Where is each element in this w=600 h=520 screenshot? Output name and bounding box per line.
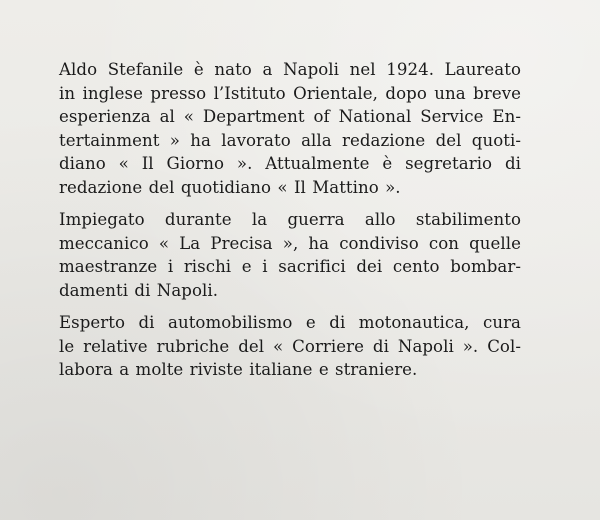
text-line: Impiegato durante la guerra allo stabilimento: [59, 210, 521, 229]
text-line: le relative rubriche del « Corriere di Napoli ». Col-: [59, 336, 521, 356]
paragraph-3: [59, 311, 521, 382]
text-line: labora a molte riviste italiane e straniere.: [59, 360, 418, 379]
text-line: esperienza al « Department of National Service En-: [59, 107, 521, 126]
text-line: Aldo Stefanile è nato a Napoli nel 1924. Laureato: [59, 60, 521, 79]
text-line: tertainment » ha lavorato alla redazione del quoti-: [59, 130, 521, 150]
text-line: in inglese presso l’Istituto Orientale, dopo una breve: [59, 83, 521, 103]
text-line: Esperto di automobilismo e di motonautica, cura: [59, 313, 521, 332]
paragraph-2: [59, 208, 521, 302]
text-line: damenti di Napoli.: [59, 280, 219, 300]
biography-text: [59, 58, 521, 391]
text-line: diano « Il Giorno ». Attualmente è segretario di: [59, 154, 521, 173]
text-line: maestranze i rischi e i sacrifici dei cento bombar-: [59, 257, 521, 276]
text-line: meccanico « La Precisa », ha condiviso con quelle: [59, 233, 521, 253]
paragraph-1: [59, 58, 521, 199]
text-line: redazione del quotidiano « Il Mattino ».: [59, 177, 401, 197]
